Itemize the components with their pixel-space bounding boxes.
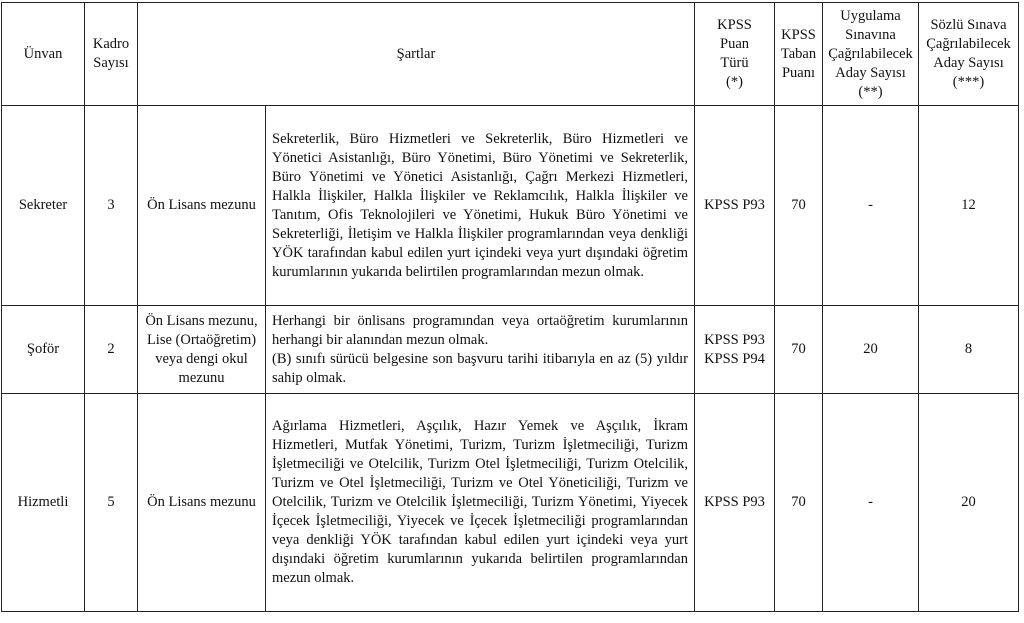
cell-unvan: Sekreter	[2, 106, 85, 306]
cell-sozlu: 20	[919, 394, 1019, 612]
cell-puan-turu: KPSS P93	[695, 106, 775, 306]
cell-sozlu: 8	[919, 306, 1019, 394]
cell-uygulama: 20	[823, 306, 919, 394]
cell-sartlar: Ağırlama Hizmetleri, Aşçılık, Hazır Yemek ve Aşçılık, İkram Hizmetleri, Mutfak Yönetimi, Turizm, Turizm İşletmeciliği, Turizm İşletmeciliği ve Otelcilik, Turizm Otel İşletmeciliği, Turizm Otelcilik, Turizm ve Otel İşletmeciliği, Turizm ve Otel Yöneticiliği, Turizm ve Otelcilik, Turizm ve Otelcilik İşletmeciliği, Turizm Yönetimi, Yiyecek İçecek İşletmeciliği, Yiyecek ve İçecek İşletmeciliği programlarından veya denkliği YÖK tarafından kabul edilen yurt içindeki veya yurt dışındaki öğretim kurumlarının yukarıda belirtilen programlarından mezun olmak.	[266, 394, 695, 612]
header-puan-turu: KPSS Puan Türü (*)	[695, 3, 775, 106]
header-row	[2, 3, 1019, 106]
document-page	[1, 2, 1019, 612]
cell-taban-puani: 70	[775, 106, 823, 306]
cell-sozlu: 12	[919, 106, 1019, 306]
header-sozlu: Sözlü Sınava Çağrılabilecek Aday Sayısı (***)	[919, 3, 1019, 106]
cell-unvan: Hizmetli	[2, 394, 85, 612]
header-sartlar: Şartlar	[138, 3, 695, 106]
cell-egitim: Ön Lisans mezunu, Lise (Ortaöğretim) veya dengi okul mezunu	[138, 306, 266, 394]
header-uygulama: Uygulama Sınavına Çağrılabilecek Aday Sayısı (**)	[823, 3, 919, 106]
header-unvan: Ünvan	[2, 3, 85, 106]
cell-unvan: Şoför	[2, 306, 85, 394]
cell-kadro: 2	[85, 306, 138, 394]
cell-taban-puani: 70	[775, 394, 823, 612]
cell-egitim: Ön Lisans mezunu	[138, 394, 266, 612]
cell-uygulama: -	[823, 394, 919, 612]
cell-egitim: Ön Lisans mezunu	[138, 106, 266, 306]
table-row	[2, 306, 1019, 394]
cell-uygulama: -	[823, 106, 919, 306]
cell-sartlar: Sekreterlik, Büro Hizmetleri ve Sekreterlik, Büro Hizmetleri ve Yönetici Asistanlığı, Büro Yönetimi, Büro Yönetimi ve Sekreterlik, Büro Yönetimi ve Yönetici Asistanlığı, Çağrı Merkezi Hizmetleri, Halkla İlişkiler, Halkla İlişkiler ve Reklamcılık, Halkla İlişkiler ve Tanıtım, Ofis Teknolojileri ve Yönetimi, Hukuk Büro Yönetimi ve Sekreterliği, İletişim ve Halkla İlişkiler programlarından veya denkliği YÖK tarafından kabul edilen yurt içindeki veya yurt dışındaki öğretim kurumlarının yukarıda belirtilen programlarından mezun olmak.	[266, 106, 695, 306]
cell-puan-turu: KPSS P93	[695, 394, 775, 612]
cell-puan-turu: KPSS P93 KPSS P94	[695, 306, 775, 394]
table-row	[2, 106, 1019, 306]
cell-kadro: 3	[85, 106, 138, 306]
header-kadro: Kadro Sayısı	[85, 3, 138, 106]
table-row	[2, 394, 1019, 612]
cell-sartlar: Herhangi bir önlisans programından veya ortaöğretim kurumlarının herhangi bir alanından mezun olmak. (B) sınıfı sürücü belgesine son başvuru tarihi itibarıyla en az (5) yıldır sahip olmak.	[266, 306, 695, 394]
positions-table	[1, 2, 1019, 612]
cell-kadro: 5	[85, 394, 138, 612]
cell-taban-puani: 70	[775, 306, 823, 394]
header-taban-puani: KPSS Taban Puanı	[775, 3, 823, 106]
